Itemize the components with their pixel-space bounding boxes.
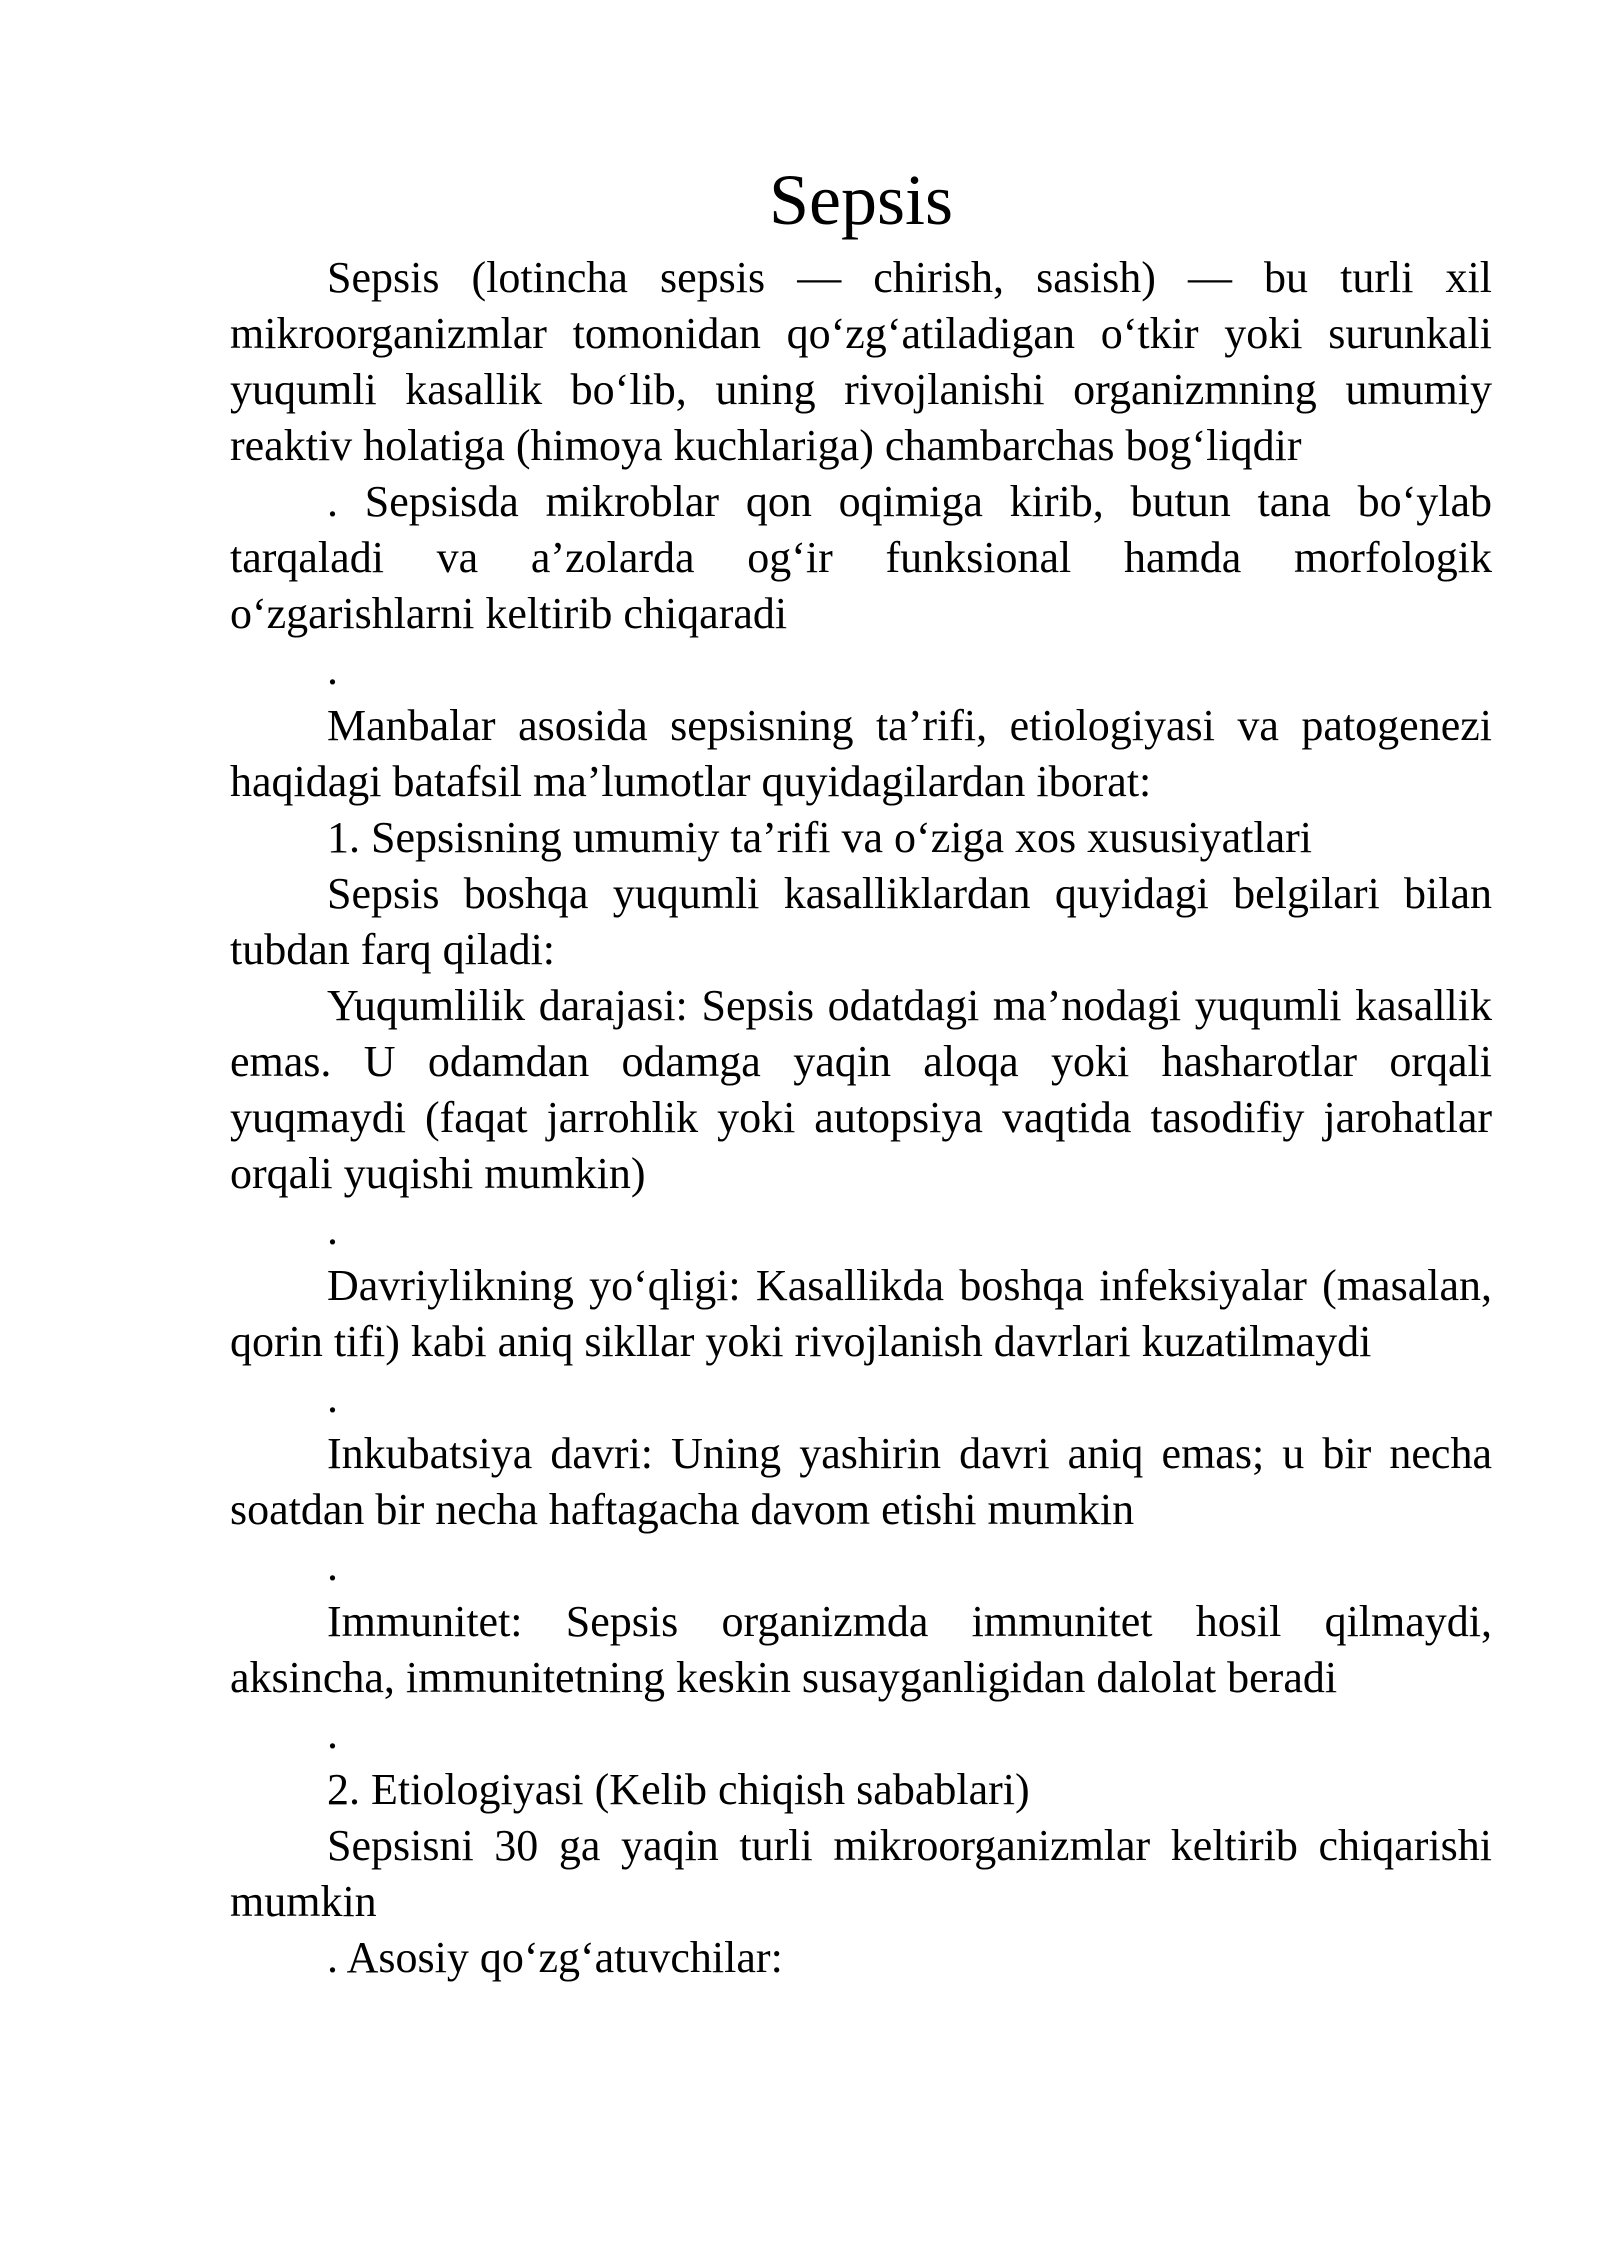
paragraph-main-pathogens: . Asosiy qo‘zg‘atuvchilar: (327, 1933, 783, 1982)
paragraph-period: . (327, 1205, 338, 1254)
paragraph-period: . (327, 1541, 338, 1590)
paragraph-period: . (327, 645, 338, 694)
section-heading-definition: 1. Sepsisning umumiy ta’rifi va o‘ziga xos xususiyatlari (327, 813, 1312, 862)
paragraph-contagiousness: Yuqumlilik darajasi: Sepsis odatdagi ma’nodagi yuqumli kasallik emas. U odamdan odamga yaqin aloqa yoki hasharotlar orqali yuqmaydi (faqat jarrohlik yoki autopsiya vaqtida tasodifiy jarohatlar orqali yuqishi mumkin) (230, 981, 1492, 1198)
paragraph-incubation: Inkubatsiya davri: Uning yashirin davri aniq emas; u bir necha soatdan bir necha haftagacha davom etishi mumkin (230, 1429, 1492, 1534)
paragraph-sources: Manbalar asosida sepsisning ta’rifi, etiologiyasi va patogenezi haqidagi batafsil ma’lumotlar quyidagilardan iborat: (230, 701, 1492, 806)
paragraph-definition: Sepsis (lotincha sepsis — chirish, sasish) — bu turli xil mikroorganizmlar tomonidan qo‘zg‘atiladigan o‘tkir yoki surunkali yuqumli kasallik bo‘lib, uning rivojlanishi organizmning umumiy reaktiv holatiga (himoya kuchlariga) chambarchas bog‘liqdir (230, 253, 1492, 470)
paragraph-period: . (327, 1373, 338, 1422)
paragraph-spread: . Sepsisda mikroblar qon oqimiga kirib, butun tana bo‘ylab tarqaladi va a’zolarda og‘ir funksional hamda morfologik o‘zgarishlarni keltirib chiqaradi (230, 477, 1492, 638)
document-title: Sepsis (768, 160, 954, 240)
paragraph-period: . (327, 1709, 338, 1758)
paragraph-differences: Sepsis boshqa yuqumli kasalliklardan quyidagi belgilari bilan tubdan farq qiladi: (230, 869, 1492, 974)
paragraph-microorganisms: Sepsisni 30 ga yaqin turli mikroorganizmlar keltirib chiqarishi mumkin (230, 1821, 1492, 1926)
paragraph-periodicity: Davriylikning yo‘qligi: Kasallikda boshqa infeksiyalar (masalan, qorin tifi) kabi aniq sikllar yoki rivojlanish davrlari kuzatilmaydi (230, 1261, 1492, 1366)
document-body (230, 150, 1492, 1986)
paragraph-immunity: Immunitet: Sepsis organizmda immunitet hosil qilmaydi, aksincha, immunitetning keskin susayganligidan dalolat beradi (230, 1597, 1492, 1702)
section-heading-etiology: 2. Etiologiyasi (Kelib chiqish sabablari) (327, 1765, 1030, 1814)
